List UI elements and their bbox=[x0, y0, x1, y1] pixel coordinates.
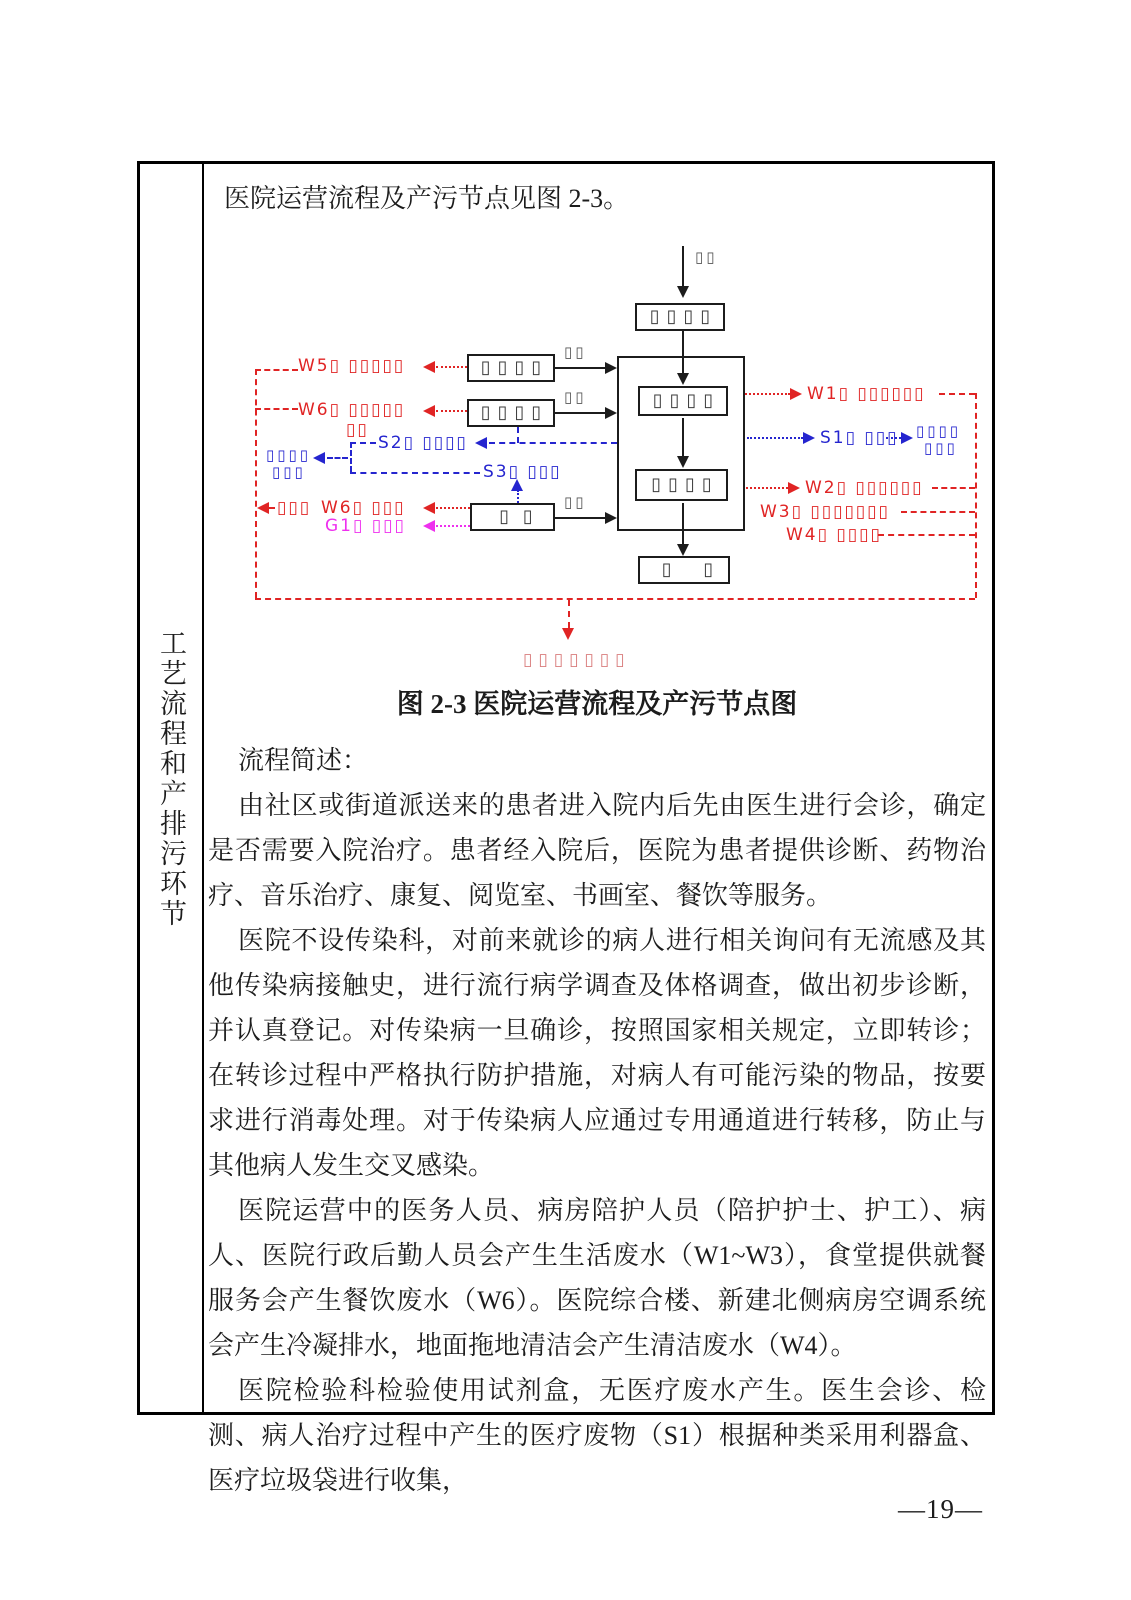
arrowhead-1 bbox=[677, 373, 689, 385]
w1-arrowhead bbox=[790, 388, 802, 400]
arrow-line-2 bbox=[682, 418, 684, 456]
arrow-line-1 bbox=[682, 331, 684, 373]
left-box-a: ▯▯▯▯ bbox=[467, 354, 555, 382]
lead-line: 流程简述： bbox=[238, 746, 369, 775]
label-w5: W5▯ ▯▯▯▯▯ bbox=[298, 356, 406, 376]
label-w3: W3▯ ▯▯▯▯▯▯▯ bbox=[760, 502, 890, 522]
s2-arrowhead bbox=[475, 437, 487, 449]
s1-target-line2: ▯▯▯ bbox=[924, 439, 958, 457]
left-line-b bbox=[555, 412, 606, 414]
left-box-c: ▯ ▯ bbox=[470, 503, 555, 531]
s3-dotted-connector bbox=[517, 490, 519, 503]
arrowhead-3 bbox=[677, 544, 689, 556]
junction-dash bbox=[327, 457, 348, 459]
left-line-c bbox=[555, 517, 606, 519]
s2-connector-from-box-b bbox=[517, 427, 519, 443]
inner-box-upper: ▯▯▯▯ bbox=[638, 386, 728, 416]
label-s1: S1▯ ▯▯▯ bbox=[820, 428, 899, 448]
paragraph-4: 医院检验科检验使用试剂盒，无医疗废水产生。医生会诊、检测、病人治疗过程中产生的医疗废物（S1）根据种类采用利器盒、医疗垃圾袋进行收集， bbox=[208, 1376, 986, 1495]
label-w2: W2▯ ▯▯▯▯▯▯ bbox=[805, 478, 924, 498]
paragraph-1: 由社区或街道派送来的患者进入院内后先由医生进行会诊，确定是否需要入院治疗。患者经入院后，医院为患者提供诊断、药物治疗、音乐治疗、康复、阅览室、书画室、餐饮等服务。 bbox=[208, 791, 986, 910]
flow-box-top: ▯▯▯▯ bbox=[635, 303, 725, 331]
g1-arrowhead bbox=[423, 520, 435, 532]
intro-line: 医院运营流程及产污节点见图 2-3。 bbox=[224, 184, 630, 213]
s2-target-line2: ▯▯▯ bbox=[272, 463, 306, 481]
w5-dotted-line bbox=[436, 366, 467, 368]
label-w6-line2: ▯▯ bbox=[346, 420, 369, 440]
row-header-label: 工艺流程和产排污环节 bbox=[156, 629, 186, 929]
label-s3: S3▯ ▯▯▯ bbox=[483, 462, 562, 482]
arrowhead-2 bbox=[677, 456, 689, 468]
arrow-line-3 bbox=[682, 503, 684, 546]
label-w6b-pre: ▯▯▯ bbox=[277, 498, 312, 518]
entry-arrow-line bbox=[682, 246, 684, 286]
w5-dashed-stub bbox=[255, 369, 298, 371]
s2-target-line1: ▯▯▯▯ bbox=[266, 446, 312, 464]
label-w6: W6▯ ▯▯▯▯▯ bbox=[298, 400, 406, 420]
g1-dotted-line bbox=[436, 525, 470, 527]
figure-caption: 图 2-3 医院运营流程及产污节点图 bbox=[396, 689, 798, 719]
w6-dashed-stub bbox=[255, 408, 298, 410]
junction-arrowhead bbox=[313, 452, 325, 464]
left-box-b: ▯▯▯▯ bbox=[467, 399, 555, 427]
left-line-a bbox=[555, 367, 606, 369]
left-collector-dashed-line bbox=[255, 369, 257, 598]
body-text bbox=[208, 738, 986, 1503]
paragraph-3: 医院运营中的医务人员、病房陪护人员（陪护护士、护工）、病人、医院行政后勤人员会产生生活废水（W1~W3），食堂提供就餐服务会产生餐饮废水（W6）。医院综合楼、新建北侧病房空调系统会产生冷凝排水，地面拖地清洁会产生清洁废水（W4）。 bbox=[208, 1196, 986, 1360]
entry-label: ▯▯ bbox=[695, 248, 718, 266]
entry-arrowhead bbox=[677, 286, 689, 298]
inner-box-lower: ▯▯▯▯ bbox=[635, 469, 728, 501]
s2-s3-bracket bbox=[350, 442, 352, 472]
left-box-b-line-label: ▯▯ bbox=[564, 388, 587, 406]
w6b-arrowhead bbox=[423, 502, 435, 514]
left-line-a-arrowhead bbox=[605, 362, 617, 374]
s1-target-line1: ▯▯▯▯ bbox=[916, 422, 962, 440]
sink-arrowhead bbox=[562, 628, 574, 640]
s1-dotted-line bbox=[747, 437, 803, 439]
label-s2: S2▯ ▯▯▯▯ bbox=[378, 433, 468, 453]
w1-dashed-line bbox=[939, 393, 975, 395]
left-line-b-arrowhead bbox=[605, 407, 617, 419]
w6-dotted-line bbox=[436, 410, 467, 412]
left-box-c-line-label: ▯▯ bbox=[564, 493, 587, 511]
s3-dashed-line bbox=[350, 472, 480, 474]
page-number: —19— bbox=[898, 1494, 983, 1524]
label-w6b: W6▯ ▯▯▯ bbox=[321, 498, 406, 518]
w3-dashed-line bbox=[901, 511, 975, 513]
s2-dashed-line-left bbox=[350, 442, 376, 444]
flow-box-exit: ▯ ▯ bbox=[638, 556, 730, 584]
s2-dashed-line-right bbox=[489, 442, 617, 444]
s1-arrowhead bbox=[803, 432, 815, 444]
process-table-frame bbox=[137, 161, 995, 1495]
label-g1: G1▯ ▯▯▯ bbox=[325, 516, 406, 536]
w6-arrowhead bbox=[423, 405, 435, 417]
w6b-dash-stub bbox=[269, 507, 275, 509]
label-w1: W1▯ ▯▯▯▯▯▯ bbox=[807, 384, 926, 404]
right-collector-dashed-line bbox=[975, 393, 977, 598]
sink-label: ▯▯▯▯▯▯▯ bbox=[523, 650, 631, 670]
w2-dashed-line bbox=[932, 487, 975, 489]
label-w4: W4▯ ▯▯▯▯ bbox=[786, 525, 882, 545]
w4-dashed-line bbox=[878, 534, 975, 536]
sink-dashed-arrow-line bbox=[568, 600, 570, 628]
left-box-a-line-label: ▯▯ bbox=[564, 343, 587, 361]
content-cell bbox=[204, 164, 992, 1495]
w5-arrowhead bbox=[423, 361, 435, 373]
row-header-cell bbox=[140, 164, 204, 1412]
bottom-collector-dashed-line bbox=[255, 598, 975, 600]
flow-diagram bbox=[208, 236, 986, 676]
s1-arrowhead-2 bbox=[901, 432, 913, 444]
left-line-c-arrowhead bbox=[605, 512, 617, 524]
w6b-arrowhead-left bbox=[257, 502, 269, 514]
paragraph-2: 医院不设传染科，对前来就诊的病人进行相关询问有无流感及其他传染病接触史，进行流行病学调查及体格调查，做出初步诊断，并认真登记。对传染病一旦确诊，按照国家相关规定，立即转诊；在转诊过程中严格执行防护措施，对病人有可能污染的物品，按要求进行消毒处理。对于传染病人应通过专用通道进行转移，防止与其他病人发生交叉感染。 bbox=[208, 926, 986, 1180]
w2-arrowhead bbox=[788, 482, 800, 494]
w6b-dotted-line bbox=[436, 507, 470, 509]
